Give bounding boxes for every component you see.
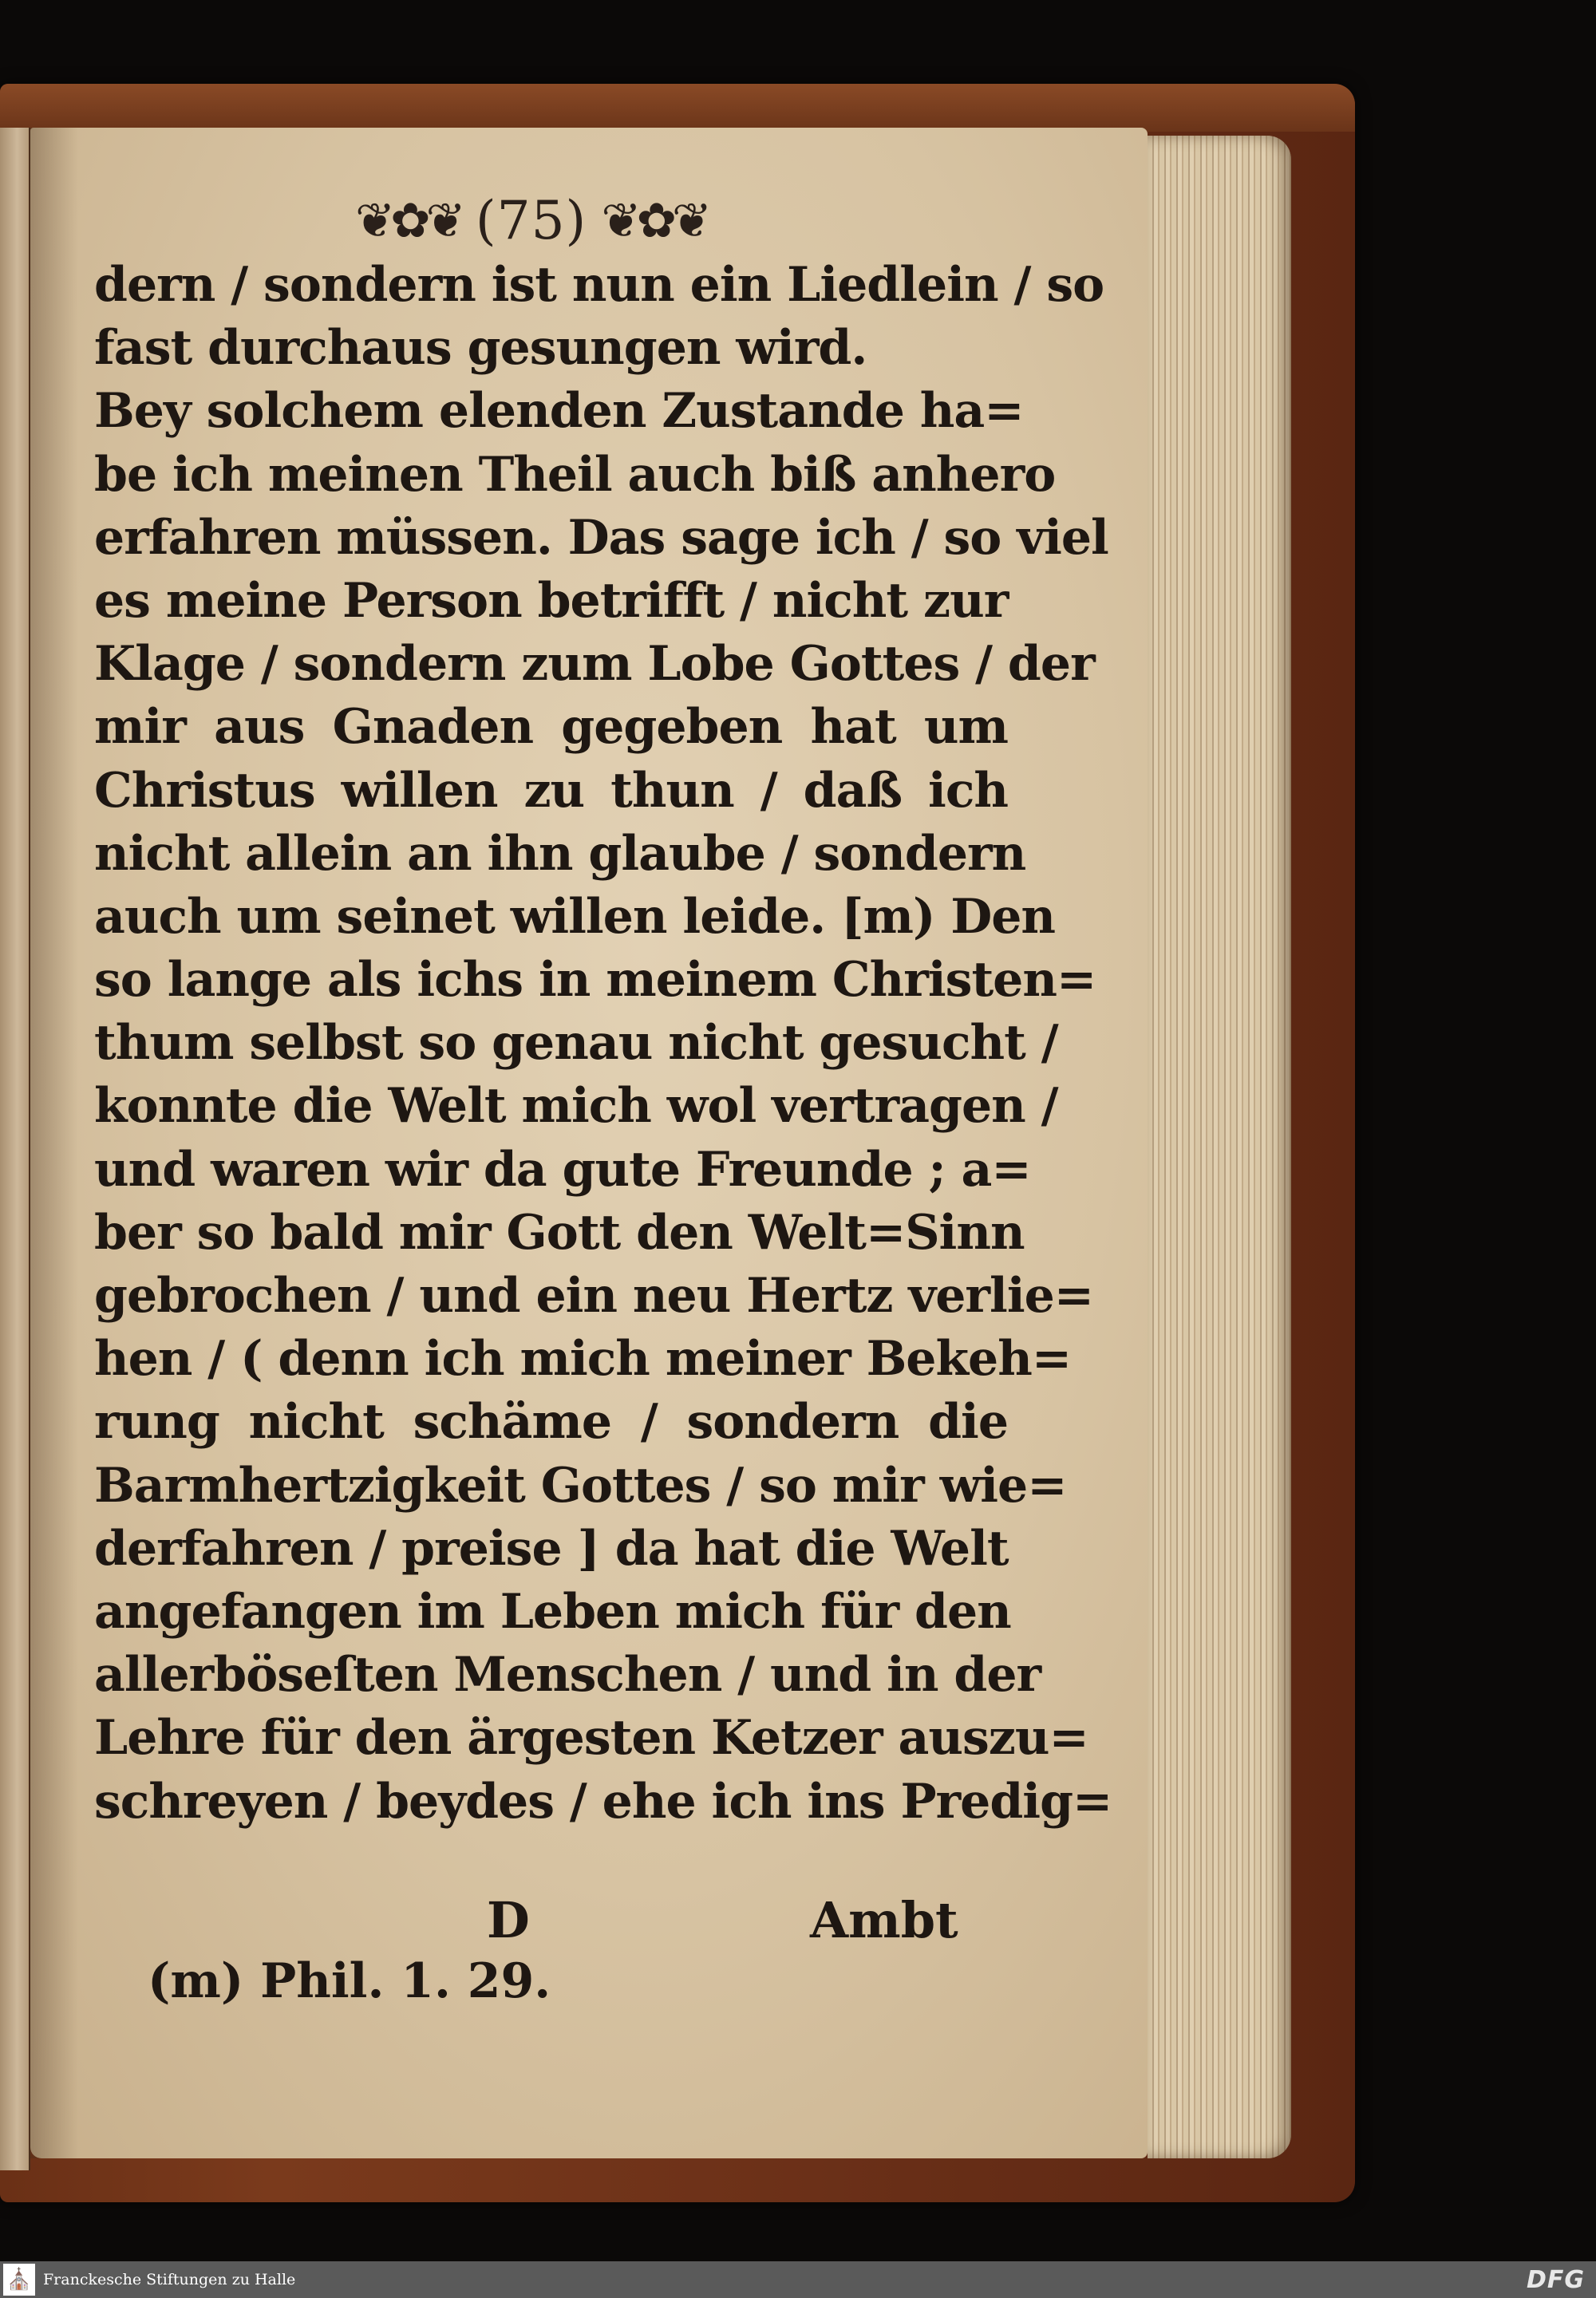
catchword: Ambt bbox=[810, 1891, 958, 1949]
previous-page-edge bbox=[0, 128, 30, 2170]
page-number: (75) bbox=[475, 190, 587, 251]
body-text bbox=[94, 254, 1112, 1834]
text-line: derfahren / preise ] da hat die Welt bbox=[94, 1520, 1009, 1577]
signature-mark: D bbox=[487, 1891, 530, 1949]
text-line: mir aus Gnaden gegeben hat um bbox=[94, 699, 1008, 756]
text-line: Klage / sondern zum Lobe Gottes / der bbox=[94, 636, 1095, 693]
footer-credit bbox=[0, 2264, 295, 2296]
running-header bbox=[355, 190, 754, 251]
text-line: angefangen im Leben mich für den bbox=[94, 1583, 1011, 1640]
text-line: allerböseſten Menschen / und in der bbox=[94, 1647, 1041, 1704]
header-ornament-right: ❦✿❦ bbox=[601, 192, 708, 249]
footer-bar bbox=[0, 2261, 1596, 2298]
text-line: Barmhertzigkeit Gottes / so mir wie= bbox=[94, 1457, 1067, 1514]
text-line: be ich meinen Theil auch biß anhero bbox=[94, 446, 1056, 503]
text-line: ber so bald mir Gott den Welt=Sinn bbox=[94, 1204, 1025, 1261]
text-line: dern / sondern ist nun ein Liedlein / so bbox=[94, 257, 1104, 313]
institution-name: Franckesche Stiftungen zu Halle bbox=[43, 2271, 296, 2288]
text-line: rung nicht schäme / sondern die bbox=[94, 1394, 1008, 1451]
text-line: erfahren müssen. Das sage ich / so viel bbox=[94, 509, 1108, 566]
page-gutter-shadow bbox=[30, 128, 78, 2158]
book-fore-edge bbox=[1148, 136, 1291, 2158]
text-line: und waren wir da gute Freunde ; a= bbox=[94, 1141, 1031, 1198]
text-line: gebrochen / und ein neu Hertz verlie= bbox=[94, 1268, 1094, 1324]
institution-logo-icon: ⛪ bbox=[3, 2264, 35, 2296]
text-line: thum selbst so genau nicht gesucht / bbox=[94, 1015, 1058, 1072]
header-ornament-left: ❦✿❦ bbox=[355, 192, 461, 249]
text-line: es meine Person betrifft / nicht zur bbox=[94, 572, 1009, 629]
text-line: auch um seinet willen leide. [m) Den bbox=[94, 888, 1056, 945]
text-line: schreyen / beydes / ehe ich ins Predig= bbox=[94, 1773, 1112, 1830]
footnote: (m) Phil. 1. 29. bbox=[148, 1953, 551, 2009]
dfg-logo: DFG bbox=[1526, 2265, 1585, 2294]
text-line: hen / ( denn ich mich meiner Bekeh= bbox=[94, 1331, 1072, 1388]
text-line: nicht allein an ihn glaube / sondern bbox=[94, 825, 1026, 882]
text-line: konnte die Welt mich wol vertragen / bbox=[94, 1078, 1058, 1135]
text-line: Christus willen zu thun / daß ich bbox=[94, 762, 1008, 819]
text-line: Lehre für den ärgesten Ketzer auszu= bbox=[94, 1710, 1088, 1767]
book-cover-top-edge bbox=[0, 84, 1355, 132]
text-line: Bey solchem elenden Zustande ha= bbox=[94, 383, 1024, 440]
text-line: fast durchaus gesungen wird. bbox=[94, 320, 867, 377]
text-line: so lange als ichs in meinem Christen= bbox=[94, 952, 1096, 1009]
